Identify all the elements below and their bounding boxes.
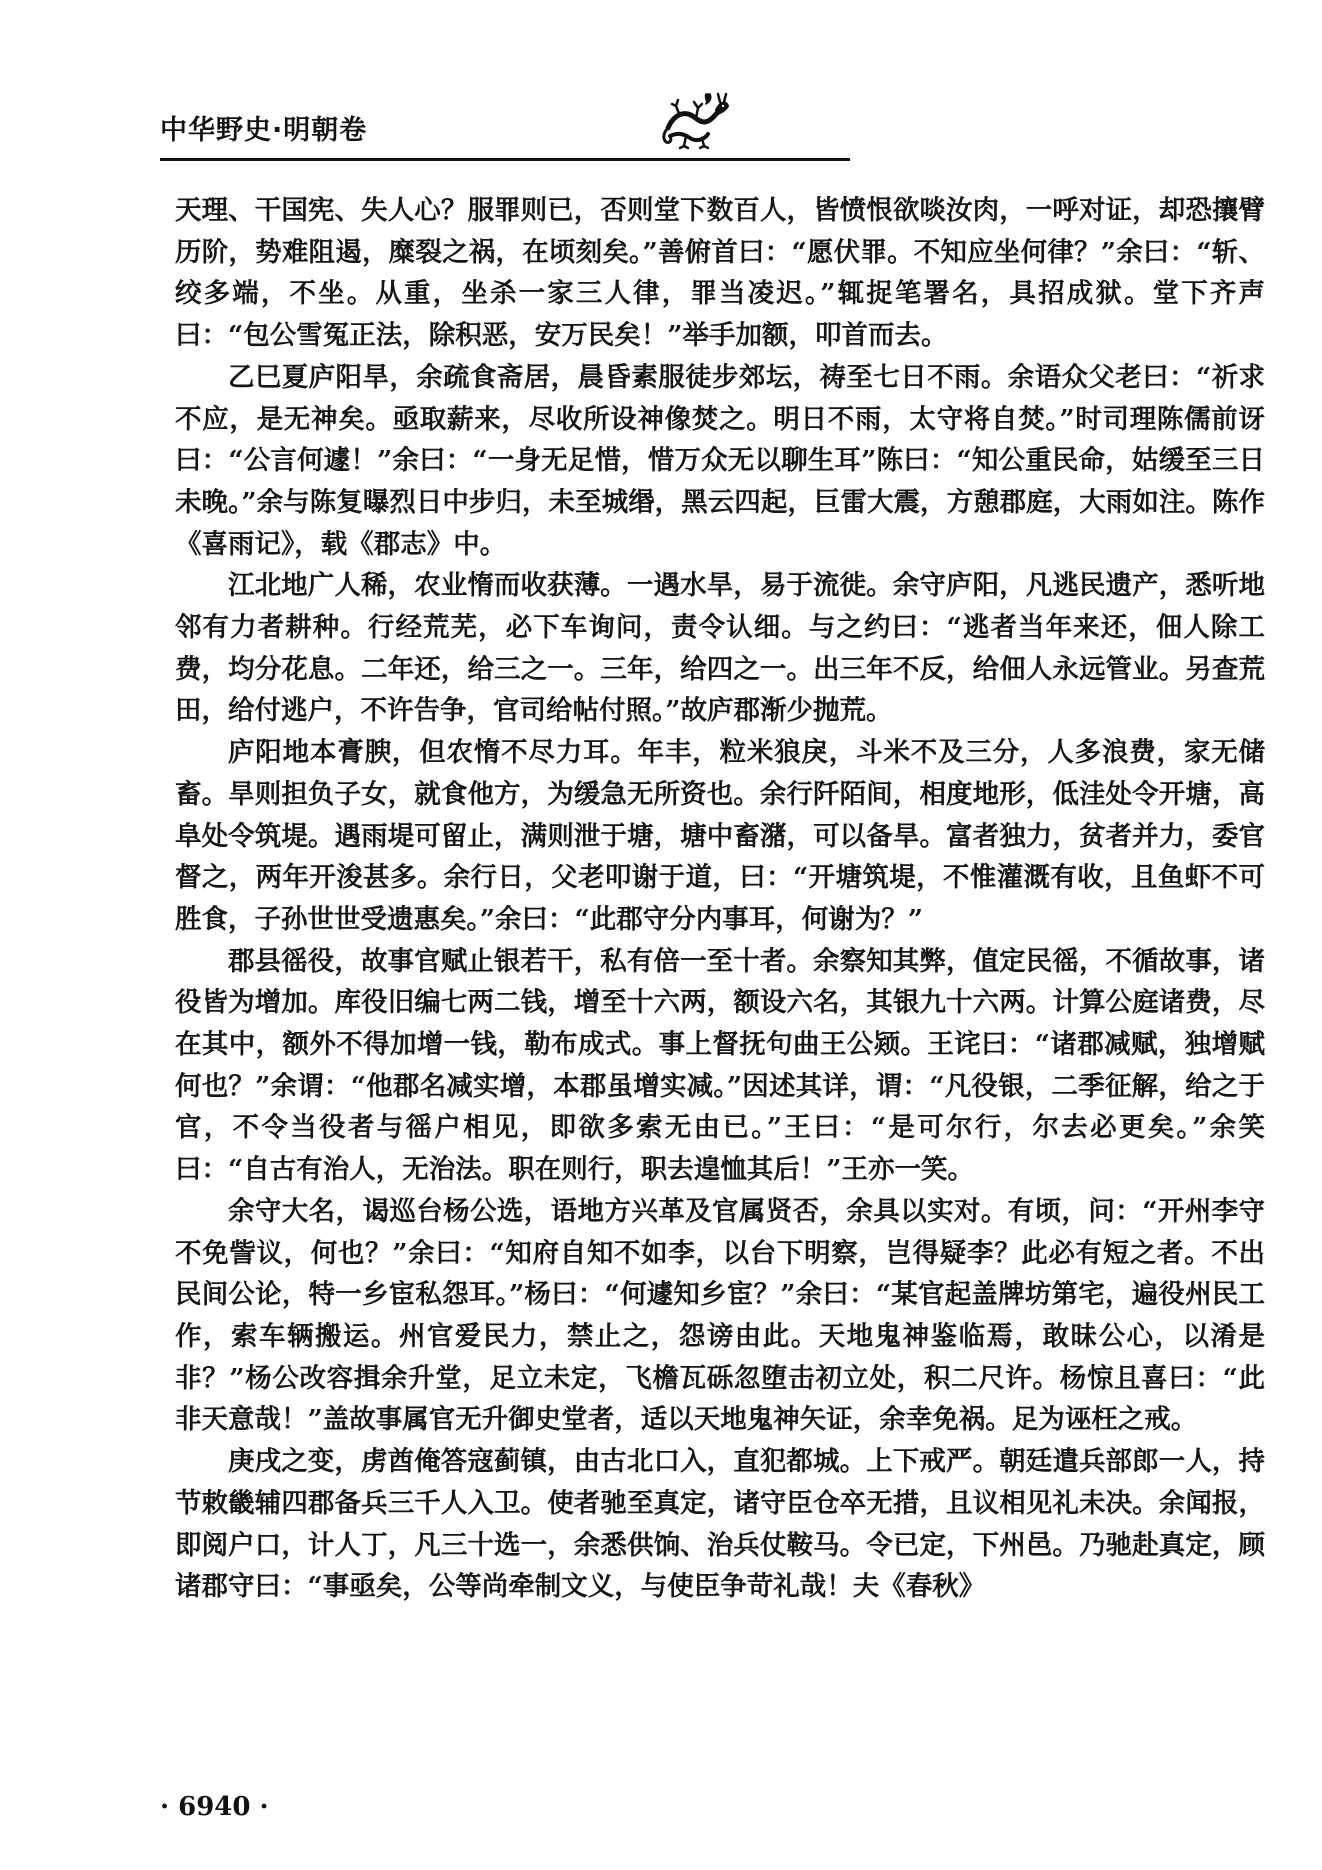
page-header [160,88,1290,168]
paragraph: 庐阳地本膏腴，但农惰不尽力耳。年丰，粒米狼戾，斗米不及三分，人多浪费，家无储畜。旱则担负子女，就食他方，为缓急无所资也。余行阡陌间，相度地形，低洼处令开塘，高阜处令筑堤。遇雨堤可留止，满则泄于塘，塘中畜潴，可以备旱。富者独力，贫者并力，委官督之，两年开浚甚多。余行日，父老叩谢于道，曰：“开塘筑堤，不惟灌溉有收，且鱼虾不可胜食，子孙世世受遗惠矣。”余曰：“此郡守分内事耳，何谢为？” [175,737,1265,935]
main-text [175,190,1265,1608]
header-divider [160,158,850,161]
book-title: 中华野史·明朝卷 [160,115,368,146]
paragraph: 郡县徭役，故事官赋止银若干，私有倍一至十者。余察知其弊，值定民徭，不循故事，诸役皆为增加。库役旧编七两二钱，增至十六两，额设六名，其银九十六两。计算公庭诸费，尽在其中，额外不得加增一钱，勒布成式。事上督抚句曲王公颎。王诧曰：“诸郡减赋，独增赋何也？”余谓：“他郡名减实增，本郡虽增实减。”因述其详，谓：“凡役银，二季征解，给之于官，不令当役者与徭户相见，即欲多索无由已。”王曰：“是可尔行，尔去必更矣。”余笑曰：“自古有治人，无治法。职在则行，职去遑恤其后！”王亦一笑。 [175,945,1265,1186]
paragraph: 庚戌之变，虏酋俺答寇蓟镇，由古北口入，直犯都城。上下戒严。朝廷遣兵部郎一人，持节敕畿辅四郡备兵三千人入卫。使者驰至真定，诸守臣仓卒无措，且议相见礼未决。余闻报，即阅户口，计人丁，凡三十选一，余悉供饷、治兵仗鞍马。令已定，下州邑。乃驰赴真定，顾诸郡守曰：“事亟矣，公等尚牵制文义，与使臣争苛礼哉！夫《春秋》 [175,1446,1265,1603]
paragraph: 乙巳夏庐阳旱，余疏食斋居，晨昏素服徒步郊坛，祷至七日不雨。余语众父老曰：“祈求不应，是无神矣。亟取薪来，尽收所设神像焚之。明日不雨，太守将自焚。”时司理陈儒前讶曰：“公言何遽！”余曰：“一身无足惜，惜万众无以聊生耳”陈曰：“知公重民命，姑缓至三日未晚。”余与陈复曝烈日中步归，未至城缗，黑云四起，巨雷大震，方憩郡庭，大雨如注。陈作《喜雨记》，载《郡志》中。 [175,361,1265,560]
paragraph: 江北地广人稀，农业惰而收获薄。一遇水旱，易于流徙。余守庐阳，凡逃民遗产，悉听地邻有力者耕种。行经荒芜，必下车询问，责令认细。与之约曰：“逃者当年来还，佃人除工费，均分花息。二年还，给三之一。三年，给四之一。出三年不反，给佃人永远管业。另查荒田，给付逃户，不许告争，官司给帖付照。”故庐郡渐少抛荒。 [175,570,1265,727]
dragon-icon [660,88,730,150]
page-number: · 6940 · [160,1792,269,1822]
paragraph: 余守大名，谒巡台杨公选，语地方兴革及官属贤否，余具以实对。有顷，问：“开州李守不免訾议，何也？”余曰：“知府自知不如李，以台下明察，岂得疑李？此必有短之者。不出民间公论，特一乡宦私怨耳。”杨曰：“何遽知乡宦？”余曰：“某官起盖牌坊第宅，遍役州民工作，索车辆搬运。州官爱民力，禁止之，怨谤由此。天地鬼神鉴临焉，敢昧公心，以淆是非？”杨公改容揖余升堂，足立未定，飞檐瓦砾忽堕击初立处，积二尺许。杨惊且喜曰：“此非天意哉！”盖故事属官无升御史堂者，适以天地鬼神矢证，余幸免祸。足为诬枉之戒。 [175,1195,1265,1436]
paragraph: 天理、干国宪、失人心？服罪则已，否则堂下数百人，皆愤恨欲啖汝肉，一呼对证，却恐攘臂历阶，势难阻遏，糜裂之祸，在顷刻矣。”善俯首曰：“愿伏罪。不知应坐何律？”余曰：“斩、绞多端，不坐。从重，坐杀一家三人律，罪当凌迟。”辄捉笔署名，具招成狱。堂下齐声曰：“包公雪冤正法，除积恶，安万民矣！”举手加额，叩首而去。 [175,195,1265,352]
